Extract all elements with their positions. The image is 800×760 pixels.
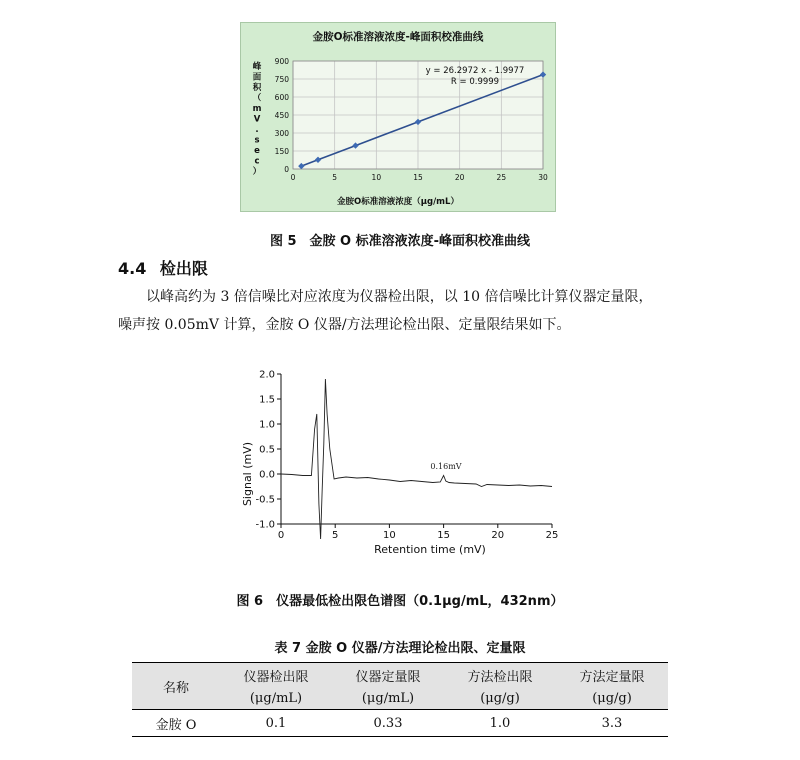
y-axis-label-char: m — [252, 104, 262, 114]
calibration-gridlines — [293, 61, 543, 169]
table-header-cell: 方法定量限 — [556, 663, 668, 688]
chromatogram-chart-svg — [236, 362, 566, 562]
y-tick-label: 150 — [274, 147, 289, 156]
y-tick-label: 450 — [274, 111, 289, 120]
y-tick-label: 900 — [274, 57, 289, 66]
y-tick-label: 1.0 — [259, 419, 275, 431]
x-tick-label: 10 — [371, 173, 382, 182]
x-tick-label: 25 — [545, 530, 559, 541]
chromatogram-series — [281, 379, 552, 539]
table-header-cell: 仪器检出限 — [220, 663, 332, 688]
calibration-chart-title: 金胺O标准溶液浓度-峰面积校准曲线 — [312, 31, 484, 43]
calibration-y-axis-label — [253, 61, 262, 177]
y-tick-label: 0 — [284, 165, 289, 174]
table-cell: 0.1 — [220, 710, 332, 737]
y-tick-label: 2.0 — [259, 369, 275, 381]
y-tick-label: 300 — [274, 129, 289, 138]
y-axis-label-char: . — [255, 125, 259, 135]
chromatogram-axes — [277, 374, 552, 528]
chromatogram-tick-labels — [255, 370, 558, 542]
y-axis-label-char: c — [254, 156, 260, 167]
calibration-chart — [240, 22, 556, 212]
x-tick-label: 10 — [383, 530, 396, 541]
y-axis-label-char: V — [253, 114, 261, 125]
y-tick-label: 0.5 — [259, 444, 275, 456]
y-axis-label-char: s — [254, 135, 260, 146]
chromatogram-y-axis-label: Signal (mV) — [241, 441, 254, 507]
y-tick-label: 600 — [274, 93, 289, 102]
x-tick-label: 0 — [290, 173, 296, 182]
x-tick-label: 0 — [277, 530, 285, 541]
table-unit-cell: (μg/g) — [444, 687, 556, 710]
calibration-x-axis-label: 金胺O标准溶液浓度（μg/mL） — [337, 197, 459, 207]
figure-6-caption: 图 6 仪器最低检出限色谱图（0.1μg/mL，432nm） — [236, 594, 564, 609]
table-unit-cell: (μg/mL) — [220, 687, 332, 710]
table-7-caption: 表 7 金胺 O 仪器/方法理论检出限、定量限 — [274, 641, 526, 656]
table-header-cell: 名称 — [132, 663, 220, 710]
detection-limit-table — [132, 662, 668, 737]
table-unit-cell: (μg/mL) — [332, 687, 444, 710]
x-tick-label: 30 — [538, 173, 548, 182]
y-axis-label-char: 面 — [252, 72, 262, 83]
section-title: 检出限 — [159, 259, 208, 278]
table-cell: 1.0 — [444, 710, 556, 737]
table-unit-cell: (μg/g) — [556, 687, 668, 710]
paragraph-line-1: 以峰高约为 3 倍信噪比对应浓度为仪器检出限，以 10 倍信噪比计算仪器定量限， — [146, 289, 653, 305]
table-header-cell: 仪器定量限 — [332, 663, 444, 688]
paragraph-line-2: 噪声按 0.05mV 计算，金胺 O 仪器/方法理论检出限、定量限结果如下。 — [118, 317, 571, 333]
x-tick-label: 20 — [454, 173, 465, 182]
x-tick-label: 5 — [332, 530, 339, 541]
regression-equation: y = 26.2972 x - 1.9977 — [425, 66, 525, 76]
y-tick-label: 750 — [274, 75, 289, 84]
x-tick-label: 5 — [332, 173, 338, 182]
y-axis-label-char: e — [254, 146, 260, 156]
chromatogram-trace — [281, 379, 552, 539]
y-axis-label-char: 积 — [252, 83, 262, 93]
noise-peak-annotation: 0.16mV — [430, 462, 462, 471]
figure-5-caption: 图 5 金胺 O 标准溶液浓度-峰面积校准曲线 — [269, 234, 531, 249]
y-axis-label-char: 峰 — [252, 62, 262, 72]
y-axis-label-char: （ — [252, 93, 262, 104]
y-tick-label: -0.5 — [255, 494, 275, 506]
y-tick-label: 1.5 — [259, 394, 275, 406]
table-header-cell: 方法检出限 — [444, 663, 556, 688]
chromatogram-chart — [236, 362, 566, 562]
table-cell: 0.33 — [332, 710, 444, 737]
calibration-chart-svg — [241, 23, 555, 211]
x-tick-label: 15 — [437, 530, 450, 541]
x-tick-label: 15 — [413, 173, 423, 182]
table-cell: 3.3 — [556, 710, 668, 737]
section-heading — [118, 256, 208, 279]
section-number: 4.4 — [118, 259, 147, 278]
y-tick-label: -1.0 — [255, 519, 275, 531]
correlation-coefficient: R = 0.9999 — [450, 77, 500, 87]
chromatogram-x-axis-label: Retention time (mV) — [374, 543, 486, 556]
table-cell: 金胺 O — [132, 710, 220, 737]
x-tick-label: 25 — [496, 173, 507, 182]
x-tick-label: 20 — [491, 530, 505, 541]
y-tick-label: 0.0 — [259, 469, 275, 481]
y-axis-label-char: ） — [252, 167, 262, 177]
table-header-row — [132, 663, 668, 688]
body-paragraph — [118, 283, 698, 339]
table-row — [132, 710, 668, 737]
